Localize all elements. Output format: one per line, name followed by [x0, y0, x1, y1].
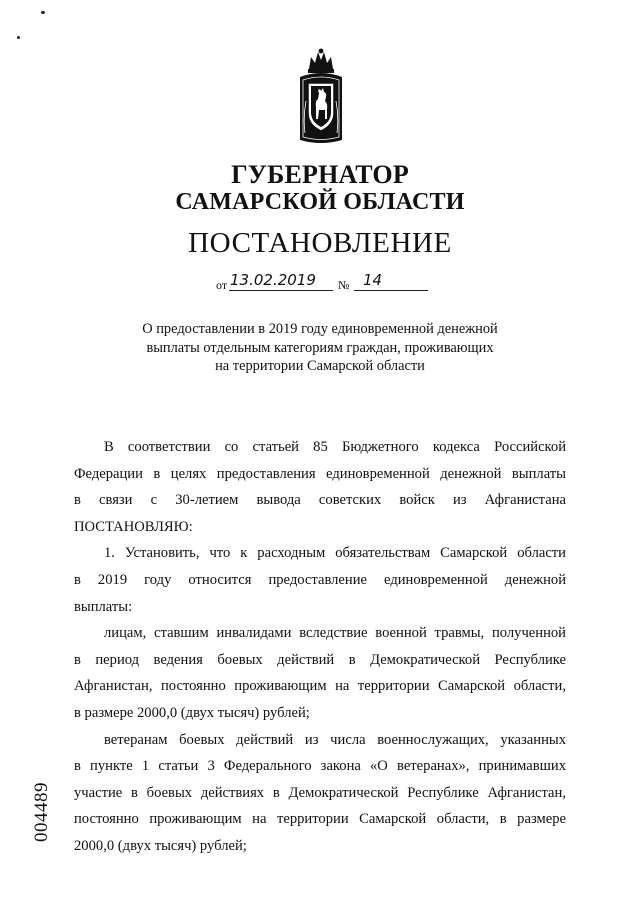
subject-line: выплаты отдельным категориям граждан, проживающих [146, 339, 494, 356]
document-body [74, 434, 566, 860]
body-line: В соответствии со статьей 85 Бюджетного кодекса Российской [104, 439, 566, 455]
number-prefix: № [338, 278, 350, 292]
serial-number-stamp [22, 776, 62, 846]
document-subject [100, 320, 540, 376]
date-underline [229, 290, 333, 291]
body-line: ветеранам боевых действий из числа военнослужащих, указанных [104, 731, 566, 748]
number-underline [354, 290, 428, 291]
body-line: лицам, ставшим инвалидами вследствие военной травмы, полученной [104, 625, 566, 642]
body-line: постоянно проживающим на территории Самарской области, в размере [74, 811, 566, 828]
body-line: в пункте 1 статьи 3 Федерального закона «О ветеранах», принимавших [74, 758, 566, 775]
scan-speck [17, 36, 20, 39]
samara-coat-of-arms-icon [297, 47, 345, 147]
handwritten-date: 13.02.2019 [230, 271, 316, 289]
date-number-line [216, 273, 428, 293]
date-prefix: от [216, 278, 228, 292]
issuer-title-line1: ГУБЕРНАТОР [231, 160, 409, 189]
body-line: Федерации в целях предоставления единовременной денежной выплаты [74, 465, 566, 482]
body-line: участие в боевых действиях в Демократической Республике Афганистан, [74, 784, 566, 801]
body-line: 2000,0 (двух тысяч) рублей; [74, 837, 247, 854]
body-line: в связи с 30-летием вывода советских войск из Афганистана [74, 492, 566, 509]
body-line: ПОСТАНОВЛЯЮ: [74, 518, 193, 535]
handwritten-number: 14 [363, 271, 383, 289]
serial-number: 004489 [31, 782, 52, 842]
subject-line: О предоставлении в 2019 году единовременной денежной [142, 321, 498, 337]
body-line: в период ведения боевых действий в Демократической Республике [74, 651, 566, 668]
body-line: в размере 2000,0 (двух тысяч) рублей; [74, 704, 310, 721]
document-type-heading: ПОСТАНОВЛЕНИЕ [188, 227, 452, 259]
body-line: в 2019 году относится предоставление единовременной денежной [74, 571, 566, 588]
body-line: выплаты: [74, 598, 133, 615]
body-line: Афганистан, постоянно проживающим на территории Самарской области, [74, 678, 566, 695]
scan-speck [41, 11, 45, 14]
subject-line: на территории Самарской области [215, 358, 425, 375]
issuer-title-line2: САМАРСКОЙ ОБЛАСТИ [175, 189, 465, 215]
body-line: 1. Установить, что к расходным обязательствам Самарской области [104, 545, 566, 562]
